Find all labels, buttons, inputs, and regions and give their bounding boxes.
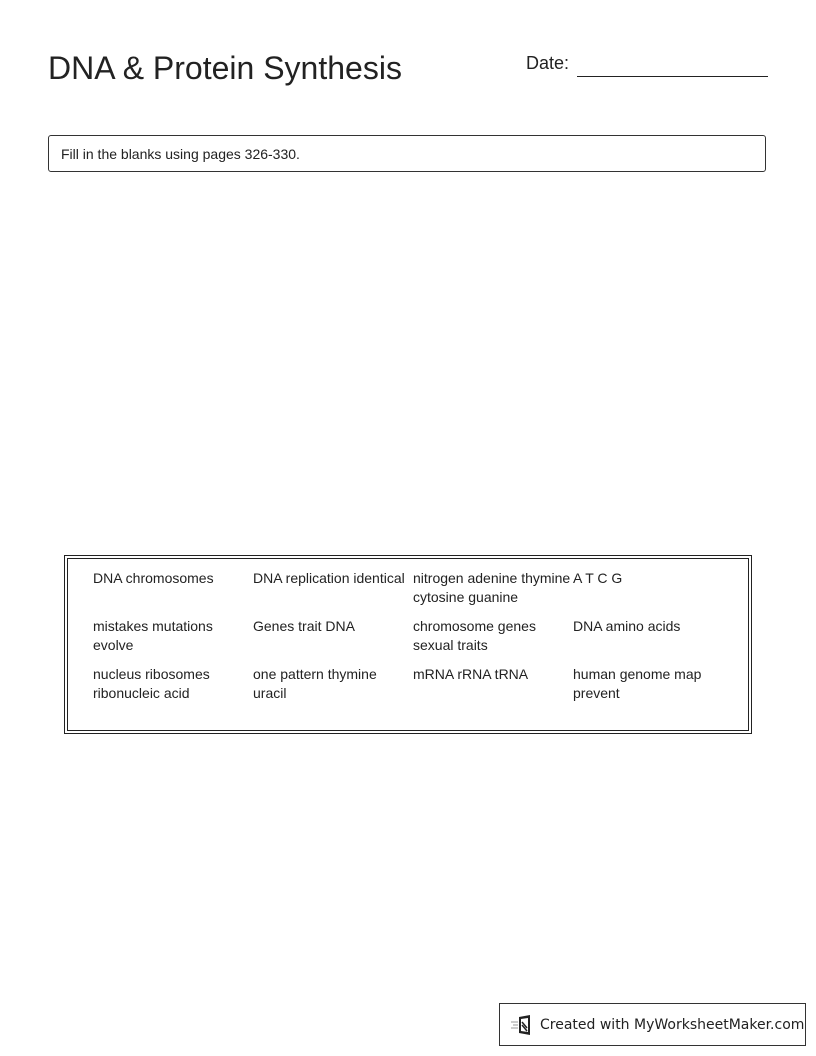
word-bank-cell: DNA amino acids — [573, 618, 681, 634]
word-bank-cell: DNA replication identical — [253, 570, 405, 586]
date-label: Date: — [526, 53, 570, 73]
date-blank-line[interactable] — [577, 76, 768, 77]
word-bank — [64, 555, 752, 734]
word-bank-cell: A T C G — [573, 570, 623, 586]
word-bank-cell: Genes trait DNA — [253, 618, 355, 634]
worksheet-logo-icon — [510, 1014, 534, 1036]
word-bank-grid — [93, 569, 748, 703]
word-bank-cell: one pattern thymine uracil — [253, 666, 377, 701]
footer-badge[interactable] — [499, 1003, 806, 1046]
word-bank-cell: nitrogen adenine thymine cytosine guanine — [413, 570, 571, 605]
word-bank-cell: human genome map prevent — [573, 666, 702, 701]
word-bank-cell: chromosome genes sexual traits — [413, 618, 536, 653]
word-bank-cell: mistakes mutations evolve — [93, 618, 213, 653]
instructions-box: Fill in the blanks using pages 326-330. — [48, 135, 766, 172]
word-bank-cell: nucleus ribosomes ribonucleic acid — [93, 666, 210, 701]
word-bank-cell: mRNA rRNA tRNA — [413, 666, 529, 682]
word-bank-cell: DNA chromosomes — [93, 570, 214, 586]
footer-text: Created with MyWorksheetMaker.com — [540, 1016, 805, 1033]
page-title: DNA & Protein Synthesis — [48, 50, 402, 86]
